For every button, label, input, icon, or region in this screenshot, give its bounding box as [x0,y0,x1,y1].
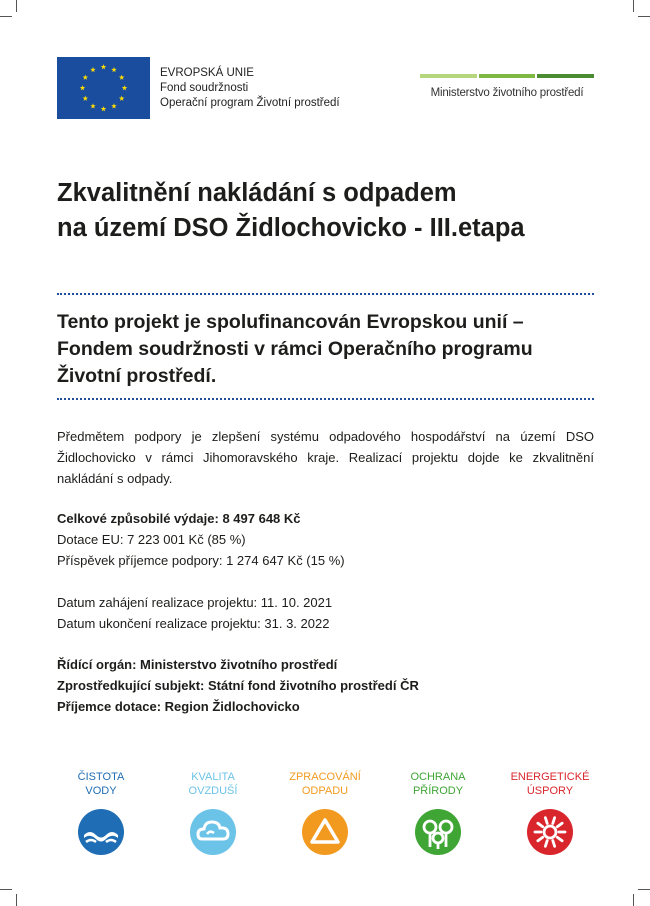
ministry-bar [420,74,477,78]
sun-ray [557,837,562,841]
crop-mark [638,889,650,890]
theme-air [163,770,263,855]
subtitle-line: Životní prostředí. [57,365,217,387]
grant-recipient: Příjemce dotace: Region Židlochovicko [57,699,300,714]
eu-star [90,103,96,108]
sun-ray [545,841,547,847]
managing-authority: Řídící orgán: Ministerstvo životního prostředí [57,657,338,672]
end-date: Datum ukončení realizace projektu: 31. 3. 2022 [57,616,330,631]
crop-mark [0,16,12,17]
ministry-name: Ministerstvo životního prostředí [430,87,584,99]
eu-star [111,67,117,72]
ministry-color-bars [420,74,594,78]
sun-ray [557,823,562,827]
intermediate-body: Zprostředkující subjekt: Státní fond životního prostředí ČR [57,678,419,693]
theme-label [163,770,263,800]
theme-label [388,770,488,800]
theme-water [51,770,151,855]
eu-fund-text [160,66,340,111]
crop-mark [633,0,634,12]
theme-label-line: ODPADU [301,785,349,797]
dotted-divider [57,293,594,295]
sun-ray [553,841,555,847]
theme-label [51,770,151,800]
crop-mark [633,894,634,906]
theme-label-line: PŘÍRODY [412,785,464,797]
sun-ray [538,823,543,827]
theme-label-line: KVALITA [191,771,235,783]
cloud-icon [190,809,236,855]
sun-ray [545,818,547,824]
eu-star [83,75,89,80]
theme-label [275,770,375,800]
sun-ray [553,818,555,824]
project-description: Předmětem podpory je zlepšení systému odpadového hospodářství na území DSO Židlochovicko v rámci Jihomoravského kraje. Realizací projektu dojde ke zkvalitnění nakládání s odpady. [57,429,594,486]
eu-line: EVROPSKÁ UNIE [160,67,254,79]
ministry-bar [479,74,536,78]
theme-label [500,770,600,800]
theme-label-line: OCHRANA [410,771,466,783]
theme-label-line: VODY [85,785,117,797]
theme-waste [275,770,375,855]
dotted-divider [57,398,594,400]
theme-label-line: ÚSPORY [526,785,574,797]
ministry-bar [537,74,594,78]
title-line: na území DSO Židlochovicko - III.etapa [57,214,525,242]
ministry-logo [420,74,594,99]
recipient-contribution: Příspěvek příjemce podpory: 1 274 647 Kč (15 %) [57,553,345,568]
priority-axes [57,770,617,860]
subtitle-line: Fondem soudržnosti v rámci Operačního programu [57,338,533,360]
title-line: Zkvalitnění nakládání s odpadem [57,179,457,207]
theme-label-line: ČISTOTA [77,771,125,783]
eu-star [80,85,86,90]
eu-star [90,67,96,72]
total-expenses: Celkové způsobilé výdaje: 8 497 648 Kč [57,511,301,526]
recycle-triangle-icon [302,809,348,855]
eu-star [111,103,117,108]
sun-icon [527,809,573,855]
eu-star [101,106,107,111]
eu-line: Operační program Životní prostředí [160,97,340,109]
eu-star [83,96,89,101]
eu-star [119,96,125,101]
eu-star [119,75,125,80]
eu-grant: Dotace EU: 7 223 001 Kč (85 %) [57,532,246,547]
sun-ray [538,837,543,841]
crop-mark [638,16,650,17]
crop-mark [16,894,17,906]
theme-label-line: ZPRACOVÁNÍ [289,771,361,783]
theme-label-line: OVZDUŠÍ [188,785,238,797]
theme-energy [500,770,600,855]
project-title [57,176,617,246]
theme-nature [388,770,488,855]
eu-flag-icon [57,57,150,119]
crop-mark [0,889,12,890]
water-drop-icon [78,809,124,855]
start-date: Datum zahájení realizace projektu: 11. 10. 2021 [57,595,333,610]
trees-icon [415,809,461,855]
eu-star [122,85,128,90]
theme-label-line: ENERGETICKÉ [510,771,590,783]
crop-mark [16,0,17,12]
eu-star [101,64,107,69]
eu-line: Fond soudržnosti [160,82,249,94]
cofinancing-statement [57,309,597,390]
subtitle-line: Tento projekt je spolufinancován Evropskou unií – [57,311,524,333]
